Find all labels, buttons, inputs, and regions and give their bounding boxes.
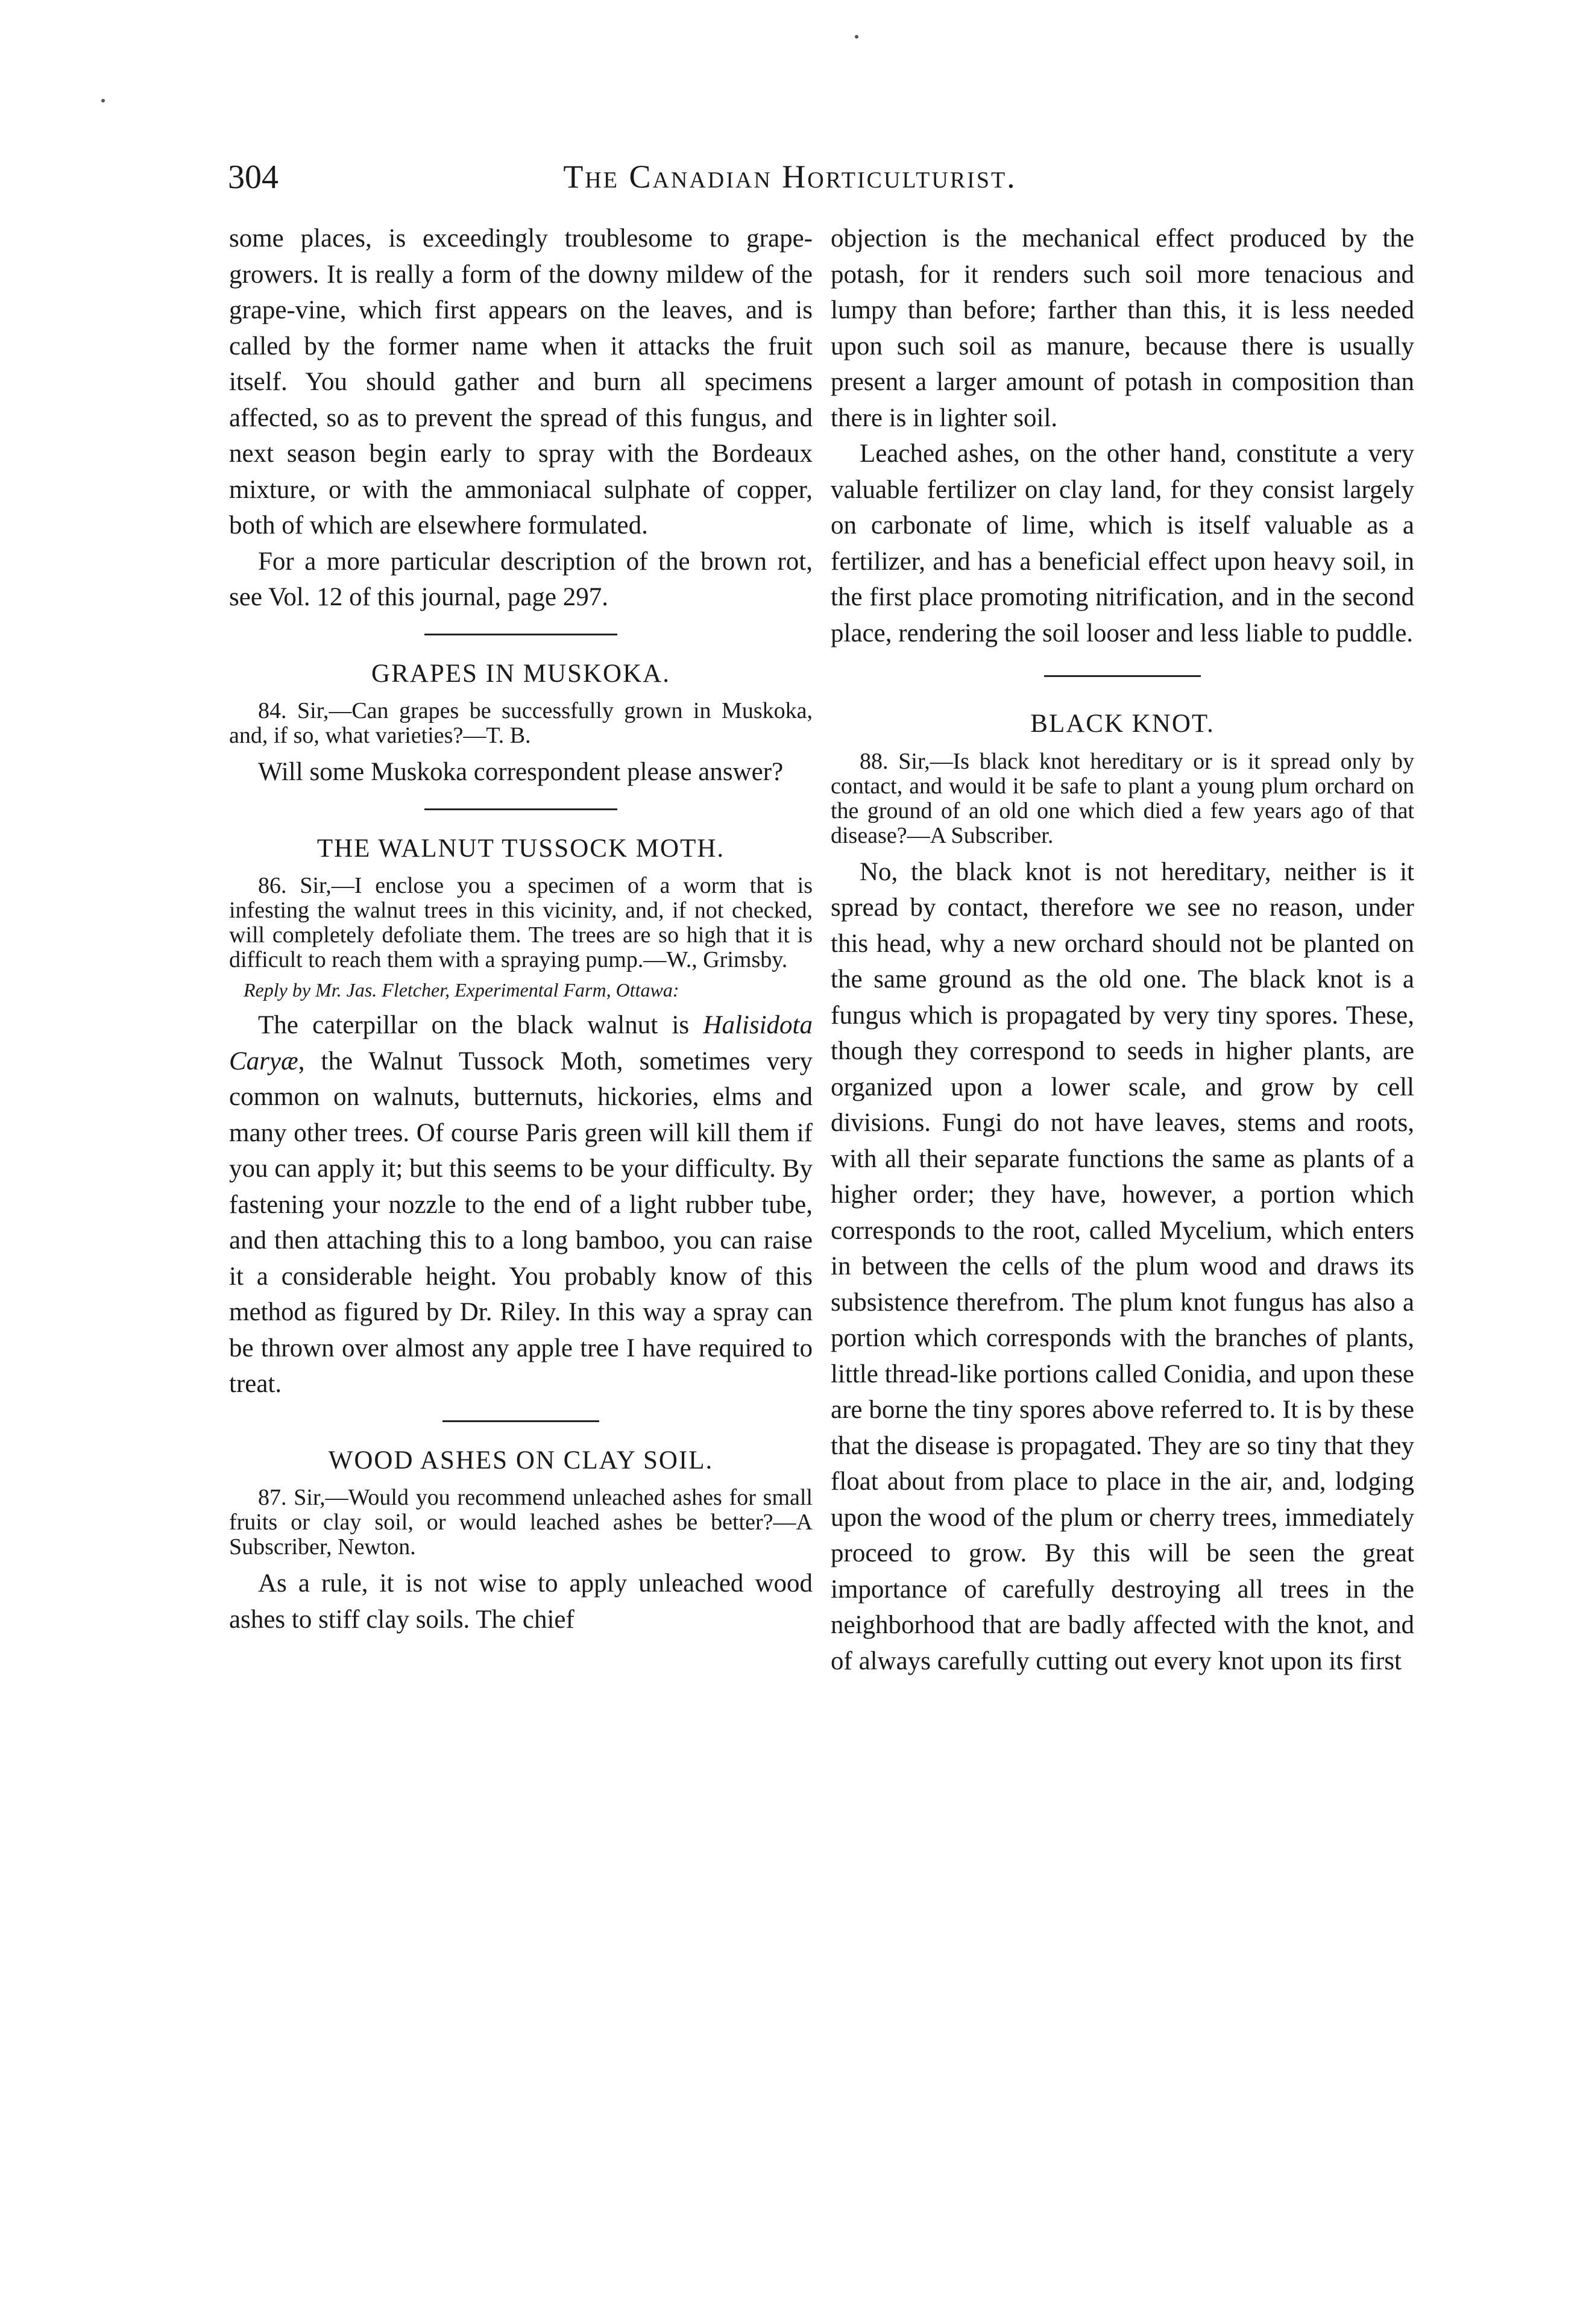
intro-paragraph-2: For a more particular description of the brown rot, see Vol. 12 of this journal, page 297.: [229, 547, 813, 611]
letter-87: 87. Sir,—Would you recommend unleached ashes for small fruits or clay soil, or would leached ashes be better?—A Subscriber, Newton.: [229, 1485, 813, 1560]
right-column: [831, 221, 1414, 1679]
section-divider: [424, 808, 617, 810]
intro-paragraph-1: some places, is exceedingly troublesome to grape-growers. It is really a form of the downy mildew of the grape-vine, which first appears on the leaves, and is called by the former name when it attacks the fruit itself. You should gather and burn all specimens affected, so as to prevent the spread of this fungus, and next season begin early to spray with the Bordeaux mixture, or with the ammoniacal sulphate of copper, both of which are elsewhere formulated.: [229, 224, 813, 540]
answer-88: No, the black knot is not hereditary, neither is it spread by contact, therefore we see no reason, under this head, why a new orchard should not be planted on the same ground as the old one. The black knot is a fungus which is propagated by very tiny spores. These, though they correspond to seeds in higher plants, are organized upon a lower scale, and grow by cell divisions. Fungi do not have leaves, stems and roots, with all their separate functions the same as plants of a higher order; they have, however, a portion which corresponds to the root, called Mycelium, which enters in between the cells of the plum wood and draws its subsistence therefrom. The plum knot fungus has also a portion which corresponds with the branches of plants, little thread-like portions called Conidia, and upon these are borne the tiny spores above referred to. It is by these that the disease is propagated. They are so tiny that they float about from place to place in the air, and, lodging upon the wood of the plum or cherry trees, immediately proceed to grow. By this will be seen the great importance of carefully destroying all trees in the neighborhood that are badly affected with the knot, and of always carefully cutting out every knot upon its first: [831, 857, 1414, 1675]
reply-attribution: Reply by Mr. Jas. Fletcher, Experimental Farm, Ottawa:: [244, 979, 679, 1001]
heading-walnut-tussock-moth: THE WALNUT TUSSOCK MOTH.: [316, 834, 725, 863]
continuation-paragraph-2: Leached ashes, on the other hand, constitute a very valuable fertilizer on clay land, for they consist largely on carbonate of lime, which is itself valuable as a fertilizer, and has a beneficial effect upon heavy soil, in the first place promoting nitrification, and in the second place, rendering the soil looser and less liable to puddle.: [831, 439, 1414, 647]
page-header: [0, 158, 1580, 206]
section-divider: [1044, 675, 1201, 677]
continuation-paragraph-1: objection is the mechanical effect produced by the potash, for it renders such soil more tenacious and lumpy than before; farther than this, it is less needed upon such soil as manure, because there is usually present a larger amount of potash in composition than there is in lighter soil.: [831, 224, 1414, 432]
section-divider: [442, 1420, 599, 1422]
heading-black-knot: BLACK KNOT.: [1030, 710, 1215, 738]
letter-88: 88. Sir,—Is black knot hereditary or is it spread only by contact, and would it be safe to plant a young plum orchard on the ground of an old one which died a few years ago of that disease?—A Subscriber.: [831, 748, 1414, 848]
answer-87: As a rule, it is not wise to apply unleached wood ashes to stiff clay soils. The chief: [229, 1569, 813, 1634]
answer-86-part-1: The caterpillar on the black walnut is: [258, 1011, 703, 1039]
heading-grapes-in-muskoka: GRAPES IN MUSKOKA.: [371, 659, 670, 688]
letter-86: 86. Sir,—I enclose you a specimen of a worm that is infesting the walnut trees in this vicinity, and, if not checked, will completely defoliate them. The trees are so high that it is difficult to reach them with a spraying pump.—W., Grimsby.: [229, 873, 813, 972]
section-divider: [424, 634, 617, 635]
print-speck: [101, 99, 105, 102]
species-name: Halisidota Caryæ: [229, 1011, 813, 1075]
running-title: The Canadian Horticulturist.: [563, 159, 1017, 195]
answer-86-part-2: , the Walnut Tussock Moth, sometimes very common on walnuts, butternuts, hickories, elms and many other trees. Of course Paris green will kill them if you can apply it; but this seems to be your difficulty. By fastening your nozzle to the end of a light rubber tube, and then attaching this to a long bamboo, you can raise it a considerable height. You probably know of this method as figured by Dr. Riley. In this way a spray can be thrown over almost any apple tree I have required to treat.: [229, 1047, 813, 1398]
left-column: [229, 221, 813, 1637]
page-number: 304: [228, 159, 279, 196]
answer-84: Will some Muskoka correspondent please answer?: [258, 758, 784, 786]
heading-wood-ashes: WOOD ASHES ON CLAY SOIL.: [328, 1446, 714, 1475]
answer-86: [229, 1007, 813, 1402]
letter-84: 84. Sir,—Can grapes be successfully grown in Muskoka, and, if so, what varieties?—T. B.: [229, 698, 813, 748]
print-speck: [855, 35, 858, 39]
